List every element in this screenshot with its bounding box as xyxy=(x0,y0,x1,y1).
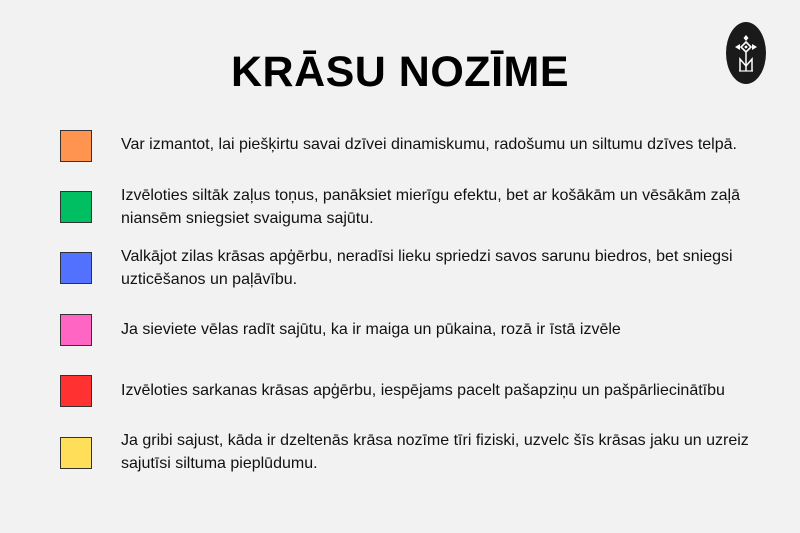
color-swatch-pink xyxy=(60,314,92,346)
folk-ornament-logo-icon xyxy=(726,22,766,84)
color-description: Izvēloties sarkanas krāsas apģērbu, iespējams pacelt pašapziņu un pašpārliecinātību xyxy=(121,382,725,399)
color-description: Izvēloties siltāk zaļus toņus, panāksiet mierīgu efektu, bet ar košākām un vēsākām zaļā niansēm sniegsiet svaiguma sajūtu. xyxy=(121,187,740,227)
color-description: Var izmantot, lai piešķirtu savai dzīvei dinamiskumu, radošumu un siltumu dzīves telpā. xyxy=(121,136,737,153)
color-swatch-yellow xyxy=(60,437,92,469)
color-description: Valkājot zilas krāsas apģērbu, neradīsi lieku spriedzi savos sarunu biedros, bet sniegsi uzticēšanos un paļāvību. xyxy=(121,248,733,288)
color-swatch-red xyxy=(60,375,92,407)
color-swatch-orange xyxy=(60,130,92,162)
color-swatch-blue xyxy=(60,252,92,284)
color-description: Ja gribi sajust, kāda ir dzeltenās krāsa nozīme tīri fiziski, uzvelc šīs krāsas jaku un uzreiz sajutīsi siltuma pieplūdumu. xyxy=(121,432,749,472)
color-description: Ja sieviete vēlas radīt sajūtu, ka ir maiga un pūkaina, rozā ir īstā izvēle xyxy=(121,321,621,338)
color-swatch-green xyxy=(60,191,92,223)
page-title: KRĀSU NOZĪME xyxy=(230,48,570,96)
